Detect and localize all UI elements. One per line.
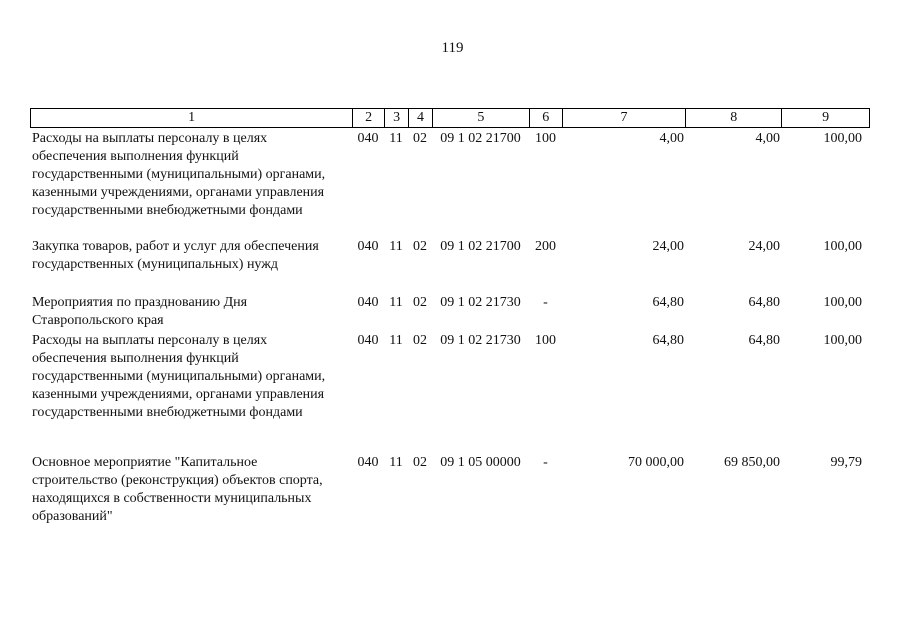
row-col-9: 99,79 <box>830 455 862 470</box>
row-col-7: 4,00 <box>659 131 684 146</box>
row-col-5: 09 1 02 21730 <box>440 295 521 310</box>
row-col-6: 100 <box>535 333 556 348</box>
row-col-7: 70 000,00 <box>628 455 684 470</box>
row-description: Расходы на выплаты персоналу в целях обеспечения выполнения функций государственными (муниципальными) органами, казенными учреждениями, органами управления государственными внебюджетными фондами <box>32 131 326 218</box>
header-col-5: 5 <box>432 109 529 127</box>
row-col-3: 11 <box>389 455 403 470</box>
row-col-8: 64,80 <box>748 333 780 348</box>
row-col-3: 11 <box>389 131 403 146</box>
row-col-4: 02 <box>413 131 427 146</box>
row-col-9: 100,00 <box>823 131 862 146</box>
row-col-4: 02 <box>413 455 427 470</box>
header-col-7: 7 <box>562 109 686 127</box>
header-col-8: 8 <box>685 109 781 127</box>
row-col-7: 24,00 <box>652 239 684 254</box>
budget-table <box>30 108 870 534</box>
row-description: Закупка товаров, работ и услуг для обеспечения государственных (муниципальных) нужд <box>32 239 319 272</box>
row-col-2: 040 <box>357 131 379 146</box>
table-row <box>30 332 870 454</box>
row-col-9: 100,00 <box>823 239 862 254</box>
row-col-7: 64,80 <box>652 333 684 348</box>
row-description: Расходы на выплаты персоналу в целях обеспечения выполнения функций государственными (муниципальными) органами, казенными учреждениями, органами управления государственными внебюджетными фондами <box>32 333 326 420</box>
row-col-8: 69 850,00 <box>724 455 780 470</box>
row-col-9: 100,00 <box>823 333 862 348</box>
header-col-6: 6 <box>529 109 562 127</box>
header-col-9: 9 <box>781 109 869 127</box>
row-col-8: 4,00 <box>755 131 780 146</box>
row-col-3: 11 <box>389 295 403 310</box>
row-col-2: 040 <box>357 333 379 348</box>
row-description: Мероприятия по празднованию Дня Ставропольского края <box>32 295 248 328</box>
page-number: 119 <box>441 40 464 56</box>
row-col-8: 24,00 <box>748 239 780 254</box>
row-col-6: 100 <box>535 131 556 146</box>
table-row <box>30 130 870 238</box>
row-col-8: 64,80 <box>748 295 780 310</box>
row-col-2: 040 <box>357 239 379 254</box>
row-col-3: 11 <box>389 333 403 348</box>
row-col-4: 02 <box>413 333 427 348</box>
row-col-5: 09 1 02 21730 <box>440 333 521 348</box>
header-col-3: 3 <box>384 109 408 127</box>
table-row <box>30 294 870 332</box>
header-col-1: 1 <box>188 110 196 125</box>
row-col-6: 200 <box>535 239 556 254</box>
row-col-7: 64,80 <box>652 295 684 310</box>
row-col-5: 09 1 05 00000 <box>440 455 521 470</box>
table-row <box>30 238 870 294</box>
row-col-6: - <box>543 295 548 310</box>
row-col-5: 09 1 02 21700 <box>440 131 521 146</box>
header-col-2: 2 <box>352 109 384 127</box>
row-col-5: 09 1 02 21700 <box>440 239 521 254</box>
row-col-3: 11 <box>389 239 403 254</box>
table-header <box>30 108 870 128</box>
row-col-4: 02 <box>413 295 427 310</box>
row-col-6: - <box>543 455 548 470</box>
row-col-4: 02 <box>413 239 427 254</box>
header-col-4: 4 <box>408 109 432 127</box>
table-row <box>30 454 870 534</box>
row-col-9: 100,00 <box>823 295 862 310</box>
row-description: Основное мероприятие "Капитальное строительство (реконструкция) объектов спорта, находящихся в собственности муниципальных образований" <box>32 455 323 524</box>
row-col-2: 040 <box>357 455 379 470</box>
row-col-2: 040 <box>357 295 379 310</box>
